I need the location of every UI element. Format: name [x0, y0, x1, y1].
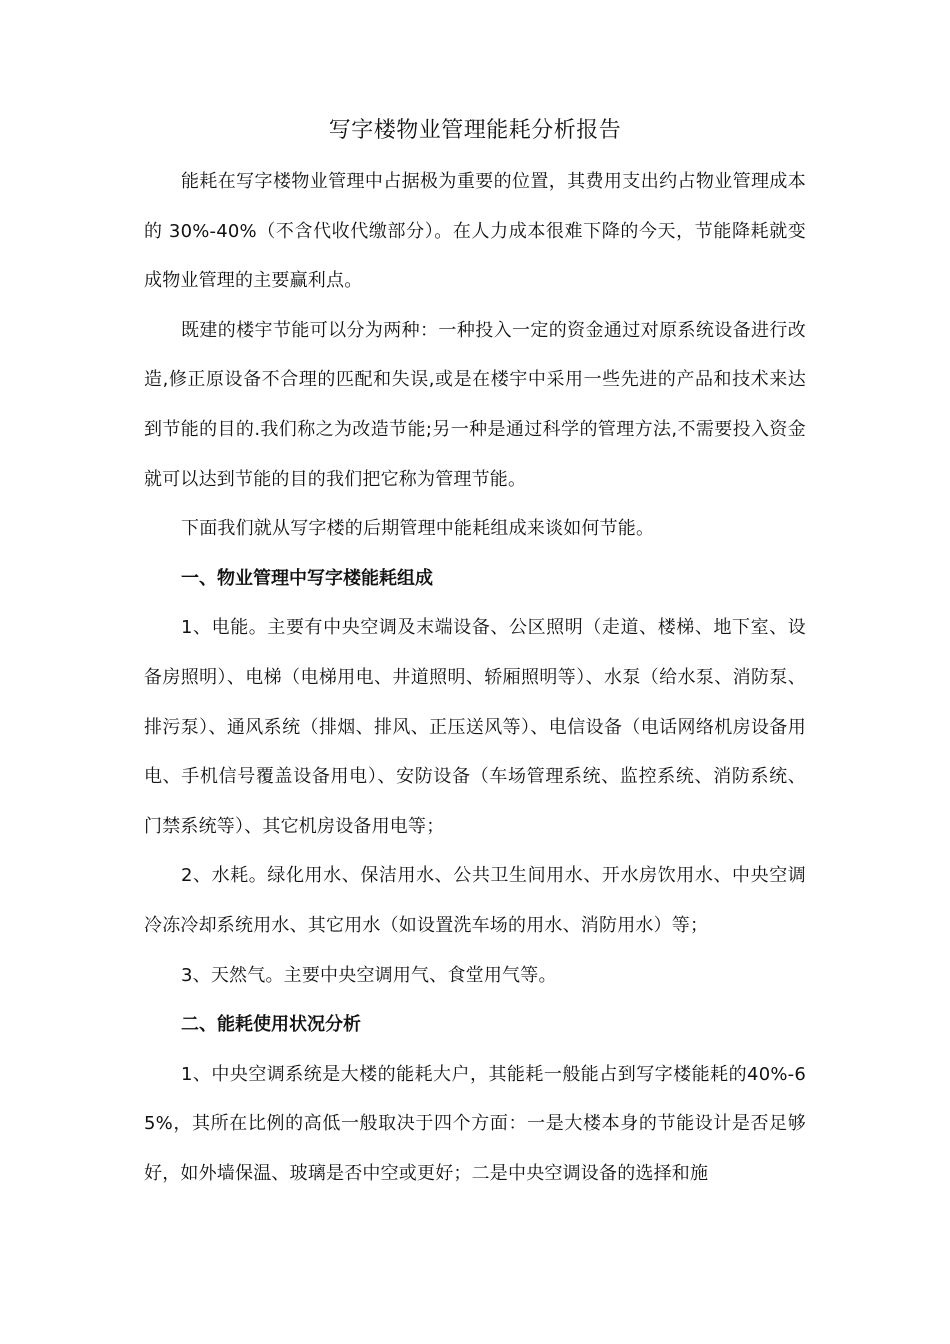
intro-paragraph-1: 能耗在写字楼物业管理中占据极为重要的位置，其费用支出约占物业管理成本的 30%-40%（不含代收代缴部分）。在人力成本很难下降的今天，节能降耗就变成物业管理的主要赢利点。	[144, 171, 806, 292]
section-2-item-hvac: 1、中央空调系统是大楼的能耗大户，其能耗一般能占到写字楼能耗的40%-65%，其所在比例的高低一般取决于四个方面：一是大楼本身的节能设计是否足够好，如外墙保温、玻璃是否中空或更好；二是中央空调设备的选择和施	[144, 1063, 806, 1184]
section-1-item-electricity: 1、电能。主要有中央空调及末端设备、公区照明（走道、楼梯、地下室、设备房照明）、电梯（电梯用电、井道照明、轿厢照明等）、水泵（给水泵、消防泵、排污泵）、通风系统（排烟、排风、正压送风等）、电信设备（电话网络机房设备用电、手机信号覆盖设备用电）、安防设备（车场管理系统、监控系统、消防系统、门禁系统等）、其它机房设备用电等；	[144, 617, 806, 837]
intro-paragraph-2: 既建的楼宇节能可以分为两种：一种投入一定的资金通过对原系统设备进行改造,修正原设备不合理的匹配和失误,或是在楼宇中采用一些先进的产品和技术来达到节能的目的.我们称之为改造节能;另一种是通过科学的管理方法,不需要投入资金就可以达到节能的目的我们把它称为管理节能。	[144, 319, 806, 490]
section-1-item-water: 2、水耗。绿化用水、保洁用水、公共卫生间用水、开水房饮用水、中央空调冷冻冷却系统用水、其它用水（如设置洗车场的用水、消防用水）等；	[144, 865, 806, 936]
section-1-heading: 一、物业管理中写字楼能耗组成	[181, 567, 433, 589]
intro-paragraph-3: 下面我们就从写字楼的后期管理中能耗组成来谈如何节能。	[181, 518, 655, 540]
document-title: 写字楼物业管理能耗分析报告	[328, 118, 622, 143]
section-1-item-gas: 3、天然气。主要中央空调用气、食堂用气等。	[181, 964, 557, 986]
section-2-heading: 二、能耗使用状况分析	[181, 1014, 361, 1036]
